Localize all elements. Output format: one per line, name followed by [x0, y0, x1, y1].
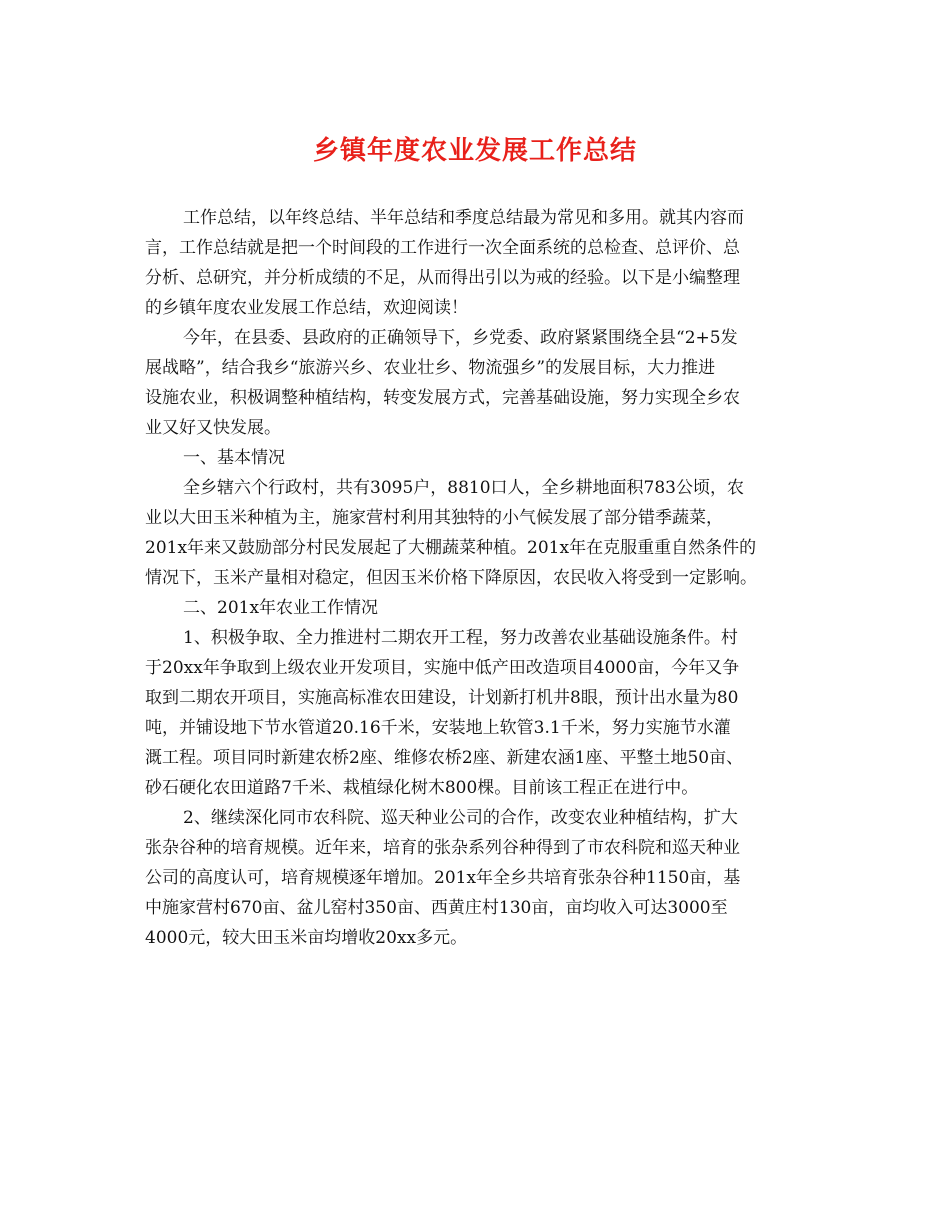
paragraph	[145, 593, 805, 623]
paragraph-line: 中施家营村670亩、盆儿窑村350亩、西黄庄村130亩，亩均收入可达3000至	[145, 898, 728, 918]
paragraph	[145, 803, 805, 953]
paragraph-first-line: 1、积极争取、全力推进村二期农开工程，努力改善农业基础设施条件。村	[183, 628, 738, 648]
paragraph-line: 分析、总研究，并分析成绩的不足，从而得出引以为戒的经验。以下是小编整理	[145, 268, 740, 288]
paragraph-line: 情况下，玉米产量相对稳定，但因玉米价格下降原因，农民收入将受到一定影响。	[145, 568, 757, 588]
paragraph-line: 设施农业，积极调整种植结构，转变发展方式，完善基础设施，努力实现全乡农	[145, 388, 740, 408]
paragraph-line: 砂石硬化农田道路7千米、栽植绿化树木800棵。目前该工程正在进行中。	[145, 778, 699, 798]
paragraph-first-line: 全乡辖六个行政村，共有3095户，8810口人，全乡耕地面积783公顷，农	[183, 478, 744, 498]
paragraph-line: 业又好又快发展。	[145, 418, 281, 438]
paragraph-line: 溉工程。项目同时新建农桥2座、维修农桥2座、新建农涵1座、平整土地50亩、	[145, 748, 744, 768]
paragraph-first-line: 一、基本情况	[183, 448, 285, 468]
paragraph	[145, 623, 805, 803]
paragraph-line: 4000元，较大田玉米亩均增收20xx多元。	[145, 928, 468, 948]
paragraph-line: 201x年来又鼓励部分村民发展起了大棚蔬菜种植。201x年在克服重重自然条件的	[145, 538, 757, 558]
paragraph	[145, 473, 805, 593]
paragraph-line: 于20xx年争取到上级农业开发项目，实施中低产田改造项目4000亩，今年又争	[145, 658, 740, 678]
paragraph-first-line: 今年，在县委、县政府的正确领导下，乡党委、政府紧紧围绕全县“2+5发	[183, 328, 738, 348]
document-title: 乡镇年度农业发展工作总结	[312, 136, 637, 166]
paragraph-line: 取到二期农开项目，实施高标准农田建设，计划新打机井8眼，预计出水量为80	[145, 688, 739, 708]
paragraph-first-line: 工作总结，以年终总结、半年总结和季度总结最为常见和多用。就其内容而	[183, 208, 744, 228]
paragraph	[145, 323, 805, 443]
paragraph-line: 公司的高度认可，培育规模逐年增加。201x年全乡共培育张杂谷种1150亩，基	[145, 868, 741, 888]
document-body	[145, 203, 805, 953]
paragraph-line: 展战略”，结合我乡“旅游兴乡、农业壮乡、物流强乡”的发展目标，大力推进	[145, 358, 716, 378]
paragraph-line: 言，工作总结就是把一个时间段的工作进行一次全面系统的总检查、总评价、总	[145, 238, 740, 258]
paragraph-first-line: 2、继续深化同市农科院、巡天种业公司的合作，改变农业种植结构，扩大	[183, 808, 738, 828]
paragraph	[145, 443, 805, 473]
paragraph-line: 业以大田玉米种植为主，施家营村利用其独特的小气候发展了部分错季蔬菜，	[145, 508, 723, 528]
paragraph-line: 张杂谷种的培育规模。近年来，培育的张杂系列谷种得到了市农科院和巡天种业	[145, 838, 740, 858]
paragraph-first-line: 二、201x年农业工作情况	[183, 598, 379, 618]
paragraph-line: 的乡镇年度农业发展工作总结，欢迎阅读！	[145, 298, 468, 318]
paragraph-line: 吨，并铺设地下节水管道20.16千米，安装地上软管3.1千米，努力实施节水灌	[145, 718, 731, 738]
paragraph	[145, 203, 805, 323]
